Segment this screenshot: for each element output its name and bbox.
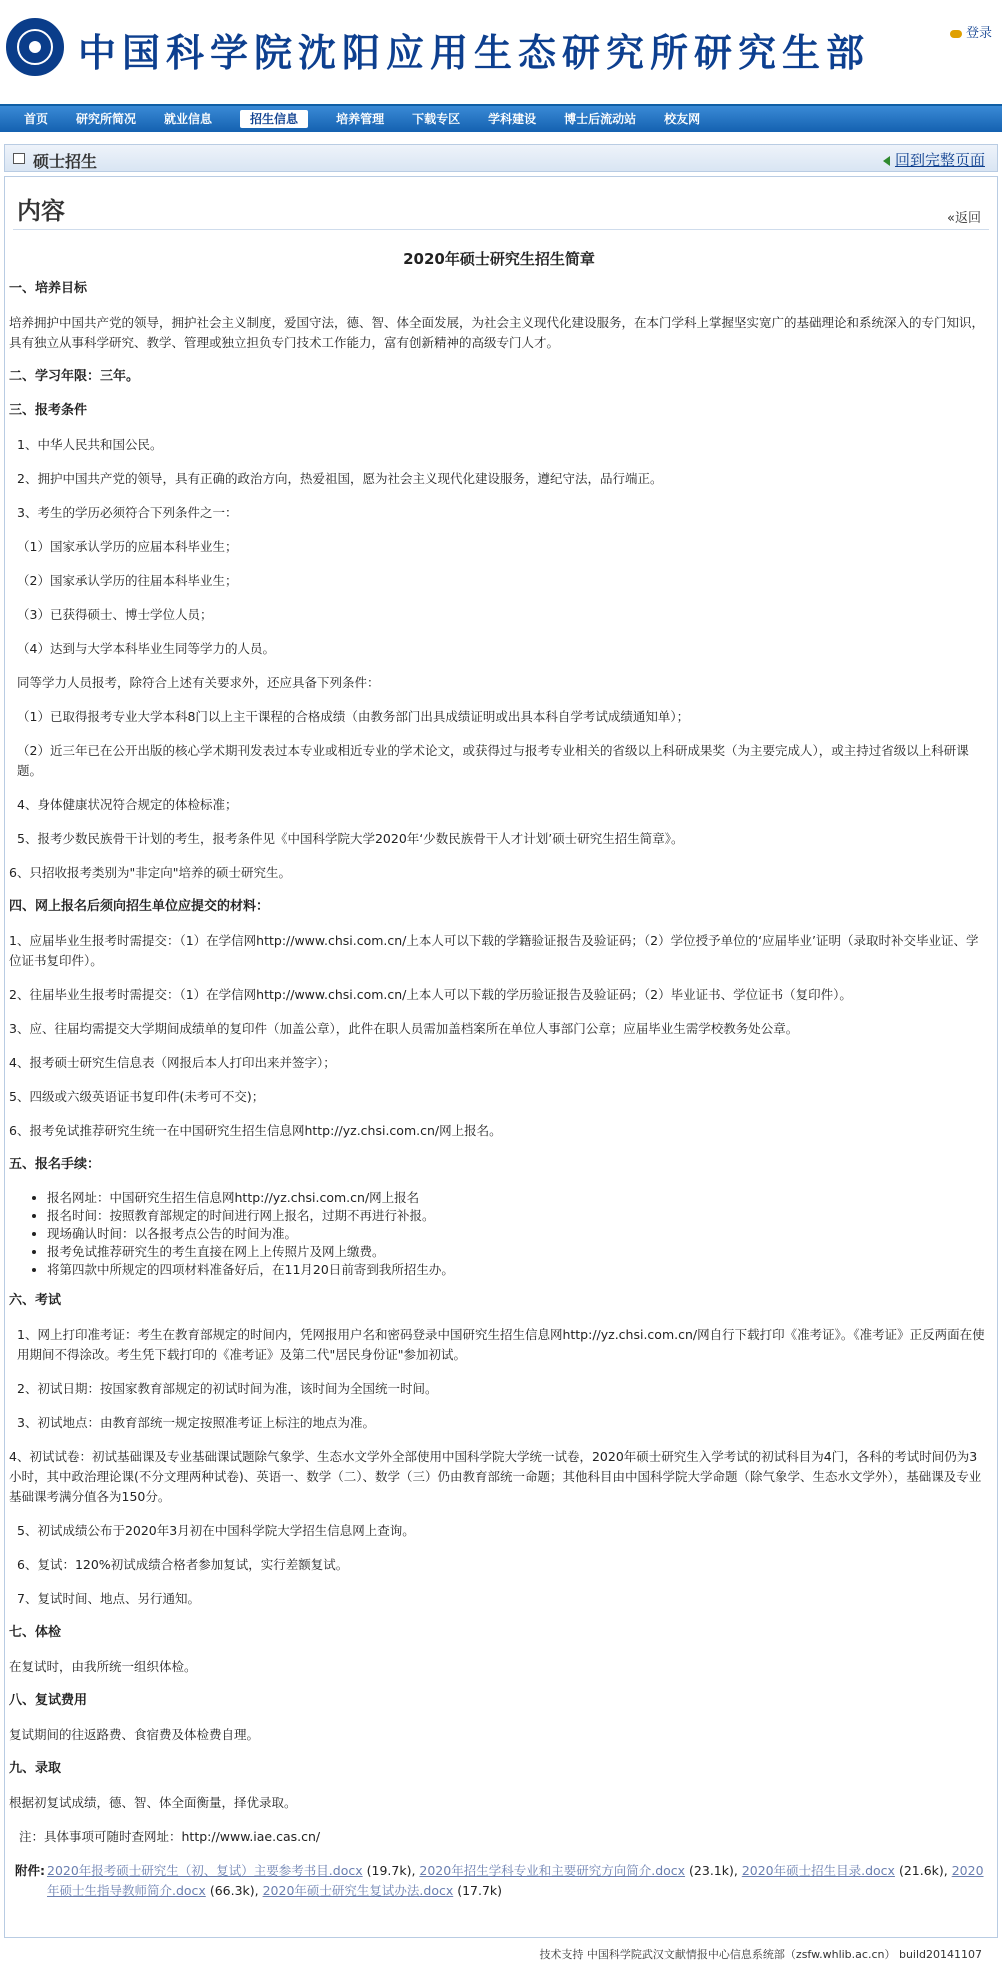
footer: 技术支持 中国科学院武汉文献情报中心信息系统部（zsfw.whlib.ac.cn） build20141107: [539, 1948, 982, 1961]
attachments: [9, 1861, 989, 1901]
site-title: 中国科学院沈阳应用生态研究所研究生部: [78, 30, 871, 75]
section-heading: 七、体检: [9, 1625, 62, 1640]
nav-item-postdoc[interactable]: 博士后流动站: [564, 112, 637, 126]
arrow-left-icon: [883, 156, 890, 166]
article-title: 2020年硕士研究生招生简章: [403, 250, 595, 268]
content-panel: [4, 176, 998, 1938]
paragraph: 5、初试成绩公布于2020年3月初在中国科学院大学招生信息网上查询。: [17, 1523, 415, 1538]
section-heading: 六、考试: [9, 1293, 62, 1308]
full-page-link[interactable]: 回到完整页面: [883, 149, 985, 170]
paragraph: 3、应、往届均需提交大学期间成绩单的复印件（加盖公章），此件在职人员需加盖档案所在单位人事部门公章；应届毕业生需学校教务处公章。: [9, 1021, 799, 1036]
paragraph: 在复试时，由我所统一组织体检。: [9, 1659, 197, 1674]
cas-logo: [6, 18, 64, 76]
paragraph: 4、报考硕士研究生信息表（网报后本人打印出来并签字）；: [9, 1055, 336, 1070]
note: 注：具体事项可随时查网址：http://www.iae.cas.cn/: [19, 1829, 321, 1844]
attachment-size: (23.1k): [689, 1863, 734, 1878]
paragraph: 复试期间的往返路费、食宿费及体检费自理。: [9, 1727, 260, 1742]
attachments-label: 附件:: [15, 1863, 45, 1878]
paragraph: （3）已获得硕士、博士学位人员；: [17, 607, 213, 622]
section-title: 硕士招生: [33, 152, 98, 171]
section-heading: 八、复试费用: [9, 1693, 88, 1708]
paragraph: （1）已取得报考专业大学本科8门以上主干课程的合格成绩（由教务部门出具成绩证明或出具本科自学考试成绩通知单）；: [17, 709, 690, 724]
main-nav: [0, 106, 1002, 132]
nav-item-institute[interactable]: 研究所简况: [76, 112, 137, 126]
paragraph: （1）国家承认学历的应届本科毕业生；: [17, 539, 238, 554]
attachment-size: (66.3k): [209, 1883, 255, 1898]
section-heading: 四、网上报名后须向招生单位应提交的材料：: [9, 899, 270, 914]
paragraph: 培养拥护中国共产党的领导，拥护社会主义制度，爱国守法，德、智、体全面发展，为社会主义现代化建设服务，在本门学科上掌握坚实宽广的基础理论和系统深入的专门知识，具有独立从事科学研究、教学、管理或独立担负专门技术工作能力，富有创新精神的高级专门人才。: [9, 315, 985, 350]
section-heading: 五、报名手续：: [9, 1157, 101, 1172]
paragraph: （2）国家承认学历的往届本科毕业生；: [17, 573, 238, 588]
section-heading: 一、培养目标: [9, 281, 88, 296]
bullet-list: [9, 1189, 989, 1279]
back-link[interactable]: «返回: [947, 211, 981, 226]
section-heading: 九、录取: [9, 1761, 62, 1776]
paragraph: 2、往届毕业生报考时需提交：（1）在学信网http://www.chsi.com.cn/上本人可以下载的学历验证报告及验证码；（2）毕业证书、学位证书（复印件）。: [9, 987, 852, 1002]
paragraph: 根据初复试成绩，德、智、体全面衡量，择优录取。: [9, 1795, 297, 1810]
attachment-link[interactable]: 2020年报考硕士研究生（初、复试）主要参考书目.docx: [47, 1863, 363, 1878]
paragraph: 2、拥护中国共产党的领导，具有正确的政治方向，热爱祖国，愿为社会主义现代化建设服务，遵纪守法，品行端正。: [17, 471, 663, 486]
attachment-link[interactable]: 2020年招生学科专业和主要研究方向简介.docx: [419, 1863, 686, 1878]
paragraph: （4）达到与大学本科毕业生同等学力的人员。: [17, 641, 275, 656]
nav-item-training[interactable]: 培养管理: [336, 112, 385, 126]
attachment-size: (19.7k): [366, 1863, 412, 1878]
paragraph: 4、身体健康状况符合规定的体检标准；: [17, 797, 238, 812]
nav-item-disciplines[interactable]: 学科建设: [488, 112, 537, 126]
nav-item-home[interactable]: 首页: [24, 112, 49, 126]
paragraph: （2）近三年已在公开出版的核心学术期刊发表过本专业或相近专业的学术论文，或获得过与报考专业相关的省级以上科研成果奖（为主要完成人），或主持过省级以上科研课题。: [17, 743, 969, 778]
list-item: • 报名时间：按照教育部规定的时间进行网上报名，过期不再进行补报。: [47, 1207, 989, 1225]
paragraph: 1、网上打印准考证：考生在教育部规定的时间内，凭网报用户名和密码登录中国研究生招生信息网http://yz.chsi.com.cn/网自行下载打印《准考证》。《准考证》正反两面在使用期间不得涂改。考生凭下载打印的《准考证》及第二代"居民身份证"参加初试。: [17, 1327, 985, 1362]
list-item: • 现场确认时间：以各报考点公告的时间为准。: [47, 1225, 989, 1243]
divider: [13, 229, 989, 230]
nav-item-jobs[interactable]: 就业信息: [164, 112, 213, 126]
nav-item-alumni[interactable]: 校友网: [664, 112, 701, 126]
paragraph: 4、初试试卷：初试基础课及专业基础课试题除气象学、生态水文学外全部使用中国科学院大学统一试卷，2020年硕士研究生入学考试的初试科目为4门，各科的考试时间仍为3小时，其中政治理论课(不分文理两种试卷)、英语一、数学（二）、数学（三）仍由教育部统一命题；其他科目由中国科学院大学命题（除气象学、生态水文学外），基础课及专业基础课考满分值各为150分。: [9, 1449, 982, 1504]
key-icon: [950, 30, 962, 38]
section-heading: 三、报考条件: [9, 403, 88, 418]
attachment-link[interactable]: 2020年硕士研究生复试办法.docx: [262, 1883, 454, 1898]
attachment-size: (21.6k): [898, 1863, 944, 1878]
paragraph: 2、初试日期：按国家教育部规定的初试时间为准，该时间为全国统一时间。: [17, 1381, 438, 1396]
article: [9, 249, 989, 1901]
paragraph: 1、中华人民共和国公民。: [17, 437, 163, 452]
attachment-link[interactable]: 2020年硕士招生目录.docx: [741, 1863, 895, 1878]
nav-item-downloads[interactable]: 下载专区: [412, 112, 461, 126]
content-heading: 内容: [17, 197, 65, 225]
paragraph: 6、报考免试推荐研究生统一在中国研究生招生信息网http://yz.chsi.com.cn/网上报名。: [9, 1123, 502, 1138]
attachment-link[interactable]: 2020年硕士生指导教师简介.docx: [47, 1863, 984, 1898]
section-bar: [4, 144, 998, 172]
paragraph: 6、复试：120%初试成绩合格者参加复试，实行差额复试。: [17, 1557, 349, 1572]
nav-item-admissions[interactable]: 招生信息: [226, 106, 322, 132]
paragraph: 1、应届毕业生报考时需提交：（1）在学信网http://www.chsi.com.cn/上本人可以下载的学籍验证报告及验证码；（2）学位授予单位的‘应届毕业’证明（录取时补交毕业证、学位证书复印件）。: [9, 933, 979, 968]
paragraph: 同等学力人员报考，除符合上述有关要求外，还应具备下列条件：: [17, 675, 380, 690]
section-heading: 二、学习年限：三年。: [9, 369, 140, 384]
paragraph: 6、只招收报考类别为"非定向"培养的硕士研究生。: [9, 865, 291, 880]
paragraph: 3、考生的学历必须符合下列条件之一：: [17, 505, 238, 520]
paragraph: 5、报考少数民族骨干计划的考生，报考条件见《中国科学院大学2020年‘少数民族骨干人才计划’硕士研究生招生简章》。: [17, 831, 684, 846]
list-item: • 报考免试推荐研究生的考生直接在网上上传照片及网上缴费。: [47, 1243, 989, 1261]
paragraph: 5、四级或六级英语证书复印件(未考可不交)；: [9, 1089, 265, 1104]
attachment-list: 2020年报考硕士研究生（初、复试）主要参考书目.docx (19.7k), 2020年招生学科专业和主要研究方向简介.docx (23.1k), 2020年硕士招生目录.docx (21.6k), 2020年硕士生指导教师简介.docx (66.3k), 2020年硕士研究生复试办法.docx (17.7k): [47, 1863, 984, 1898]
paragraph: 7、复试时间、地点、另行通知。: [17, 1591, 200, 1606]
attachment-size: (17.7k): [457, 1883, 503, 1898]
list-item: • 报名网址：中国研究生招生信息网http://yz.chsi.com.cn/网上报名: [47, 1189, 989, 1207]
site-header: [0, 0, 1002, 106]
list-item: • 将第四款中所规定的四项材料准备好后，在11月20日前寄到我所招生办。: [47, 1261, 989, 1279]
login-link[interactable]: 登录: [950, 22, 992, 41]
paragraph: 3、初试地点：由教育部统一规定按照准考证上标注的地点为准。: [17, 1415, 375, 1430]
document-icon: [13, 153, 25, 164]
